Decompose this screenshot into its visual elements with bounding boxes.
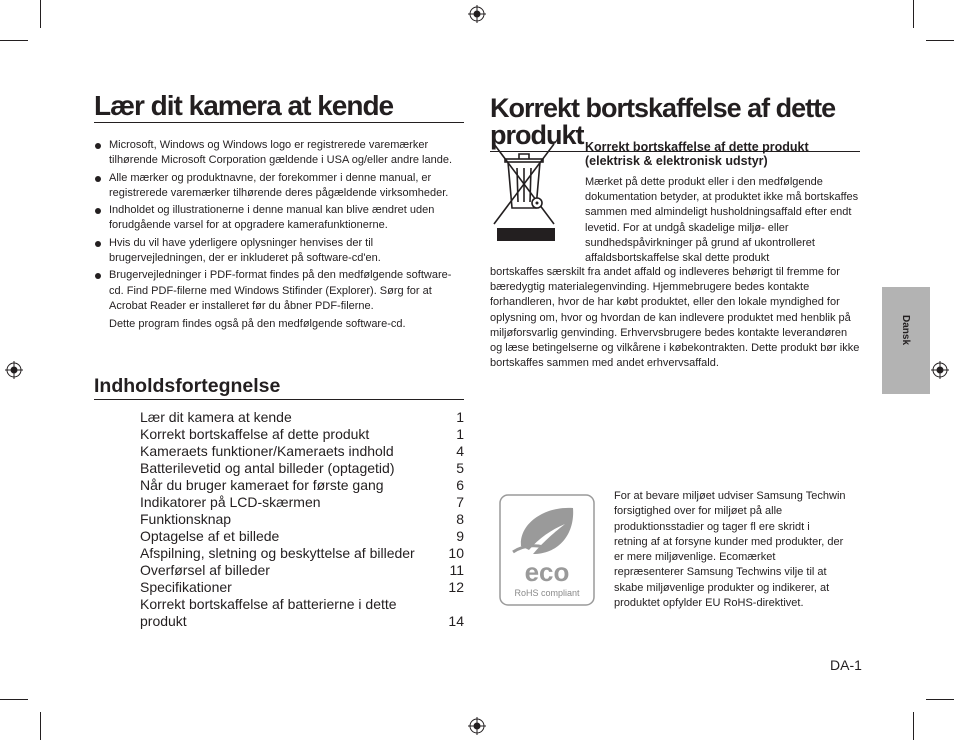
toc-entry[interactable]: Batterilevetid og antal billeder (optagetid) 5	[140, 460, 464, 476]
toc-entry[interactable]: Overførsel af billeder 11	[140, 562, 464, 578]
list-item	[94, 203, 466, 234]
registration-mark-icon	[468, 717, 486, 735]
notice-bullet-list	[94, 138, 466, 335]
page-title-left: Lær dit kamera at kende	[94, 92, 464, 123]
toc-entry[interactable]: Lær dit kamera at kende 1	[140, 409, 464, 425]
registration-mark-icon	[931, 361, 949, 379]
bullet-icon	[95, 208, 101, 214]
toc-entry[interactable]: Korrekt bortskaffelse af dette produkt 1	[140, 426, 464, 442]
toc-entry[interactable]: Funktionsknap 8	[140, 511, 464, 527]
weee-crossed-bin-icon	[491, 142, 557, 242]
toc-entry[interactable]: Når du bruger kameraet for første gang 6	[140, 477, 464, 493]
list-item	[94, 171, 466, 202]
toc-entry[interactable]: Korrekt bortskaffelse af batterierne i dette produkt 14	[140, 596, 464, 629]
disposal-text-part1: Mærket på dette produkt eller i den medfølgende dokumentation betyder, at produktet ikke må bortskaffes sammen med almindeligt husholdningsaffald efter endt levetid. For at undgå skadelige miljø- eller sundhedspåvirkninger på grund af ukontrolleret affaldsbortskaffelse skal dette produkt	[585, 176, 859, 265]
language-tab-label: Dansk	[900, 315, 911, 346]
bullet-text: Brugervejledninger i PDF-format findes på den medfølgende software-cd. Find PDF-filerne med Windows Stifinder (Explorer). Sørg for at Acrobat Reader er installeret før du åbner PDF-filerne.	[109, 269, 452, 312]
crop-mark	[0, 40, 28, 41]
page-title-right: Korrekt bortskaffelse af dette produkt	[490, 95, 860, 152]
disposal-subheading: Korrekt bortskaffelse af dette produkt (elektrisk & elektronisk udstyr)	[585, 140, 809, 168]
eco-logo-word: eco	[524, 557, 570, 587]
toc-entry[interactable]: Afspilning, sletning og beskyttelse af billeder 10	[140, 545, 464, 561]
crop-mark	[40, 712, 41, 740]
bullet-text: Alle mærker og produktnavne, der forekommer i denne manual, er registrerede varemærker tilhørende deres pågældende virksomheder.	[109, 171, 449, 199]
list-item	[94, 236, 466, 267]
eco-rohs-logo	[499, 494, 595, 606]
bullet-icon	[95, 176, 101, 182]
disposal-text-part2: bortskaffes særskilt fra andet affald og indleveres behørigt til fremme for bæredygtig materialegenvinding. Hjemmebrugere bedes kontakte forhandleren, hvor de har købt produktet, eller den lokale myndighed for oplysning om, hvor og hvordan de kan indlevere produktet med henblik på miljøforsvarlig genvinding. Erhvervsbrugere bedes kontakte leverandøren og læse betingelserne og vilkårene i købekontrakten. Dette produkt bør ikke bortskaffes sammen med andet erhvervsaffald.	[490, 266, 860, 370]
crop-mark	[913, 0, 914, 28]
crop-mark	[926, 40, 954, 41]
toc-entry[interactable]: Specifikationer 12	[140, 579, 464, 595]
crop-mark	[0, 699, 28, 700]
table-of-contents	[140, 409, 464, 630]
bullet-extra-note: Dette program findes også på den medfølgende software-cd.	[109, 318, 406, 331]
toc-entry[interactable]: Optagelse af et billede 9	[140, 528, 464, 544]
registration-mark-icon	[468, 5, 486, 23]
crop-mark	[926, 699, 954, 700]
toc-entry[interactable]: Indikatorer på LCD-skærmen 7	[140, 494, 464, 510]
page-number: DA-1	[830, 657, 862, 673]
bullet-icon	[95, 143, 101, 149]
bullet-text: Microsoft, Windows og Windows logo er registrerede varemærker tilhørende Microsoft Corporation gældende i USA og/eller andre lande.	[109, 139, 453, 167]
toc-entry[interactable]: Kameraets funktioner/Kameraets indhold 4	[140, 443, 464, 459]
bullet-icon	[95, 273, 101, 279]
list-item	[94, 138, 466, 169]
bullet-text: Hvis du vil have yderligere oplysninger henvises der til brugervejledningen, der er inkluderet på software-cd'en.	[109, 236, 381, 265]
bullet-icon	[95, 241, 101, 247]
eco-description: For at bevare miljøet udviser Samsung Techwin forsigtighed over for miljøet på alle produktionsstadier og tager fl ere skridt i retning af at forsyne kunder med produkter, der er mere miljøvenlige. Ecomærket repræsenterer Samsung Techwins vilje til at skabe miljøvenlige produkter og indikerer, at produktet opfylder EU RoHS-direktivet.	[614, 490, 846, 610]
toc-heading: Indholdsfortegnelse	[94, 375, 464, 400]
language-tab	[882, 287, 930, 394]
crop-mark	[913, 712, 914, 740]
eco-logo-caption: RoHS compliant	[514, 588, 580, 598]
crop-mark	[40, 0, 41, 28]
registration-mark-icon	[5, 361, 23, 379]
bullet-text: Indholdet og illustrationerne i denne manual kan blive ændret uden forudgående varsel for at opgradere kamerafunktionerne.	[109, 204, 435, 232]
list-item	[94, 268, 466, 332]
